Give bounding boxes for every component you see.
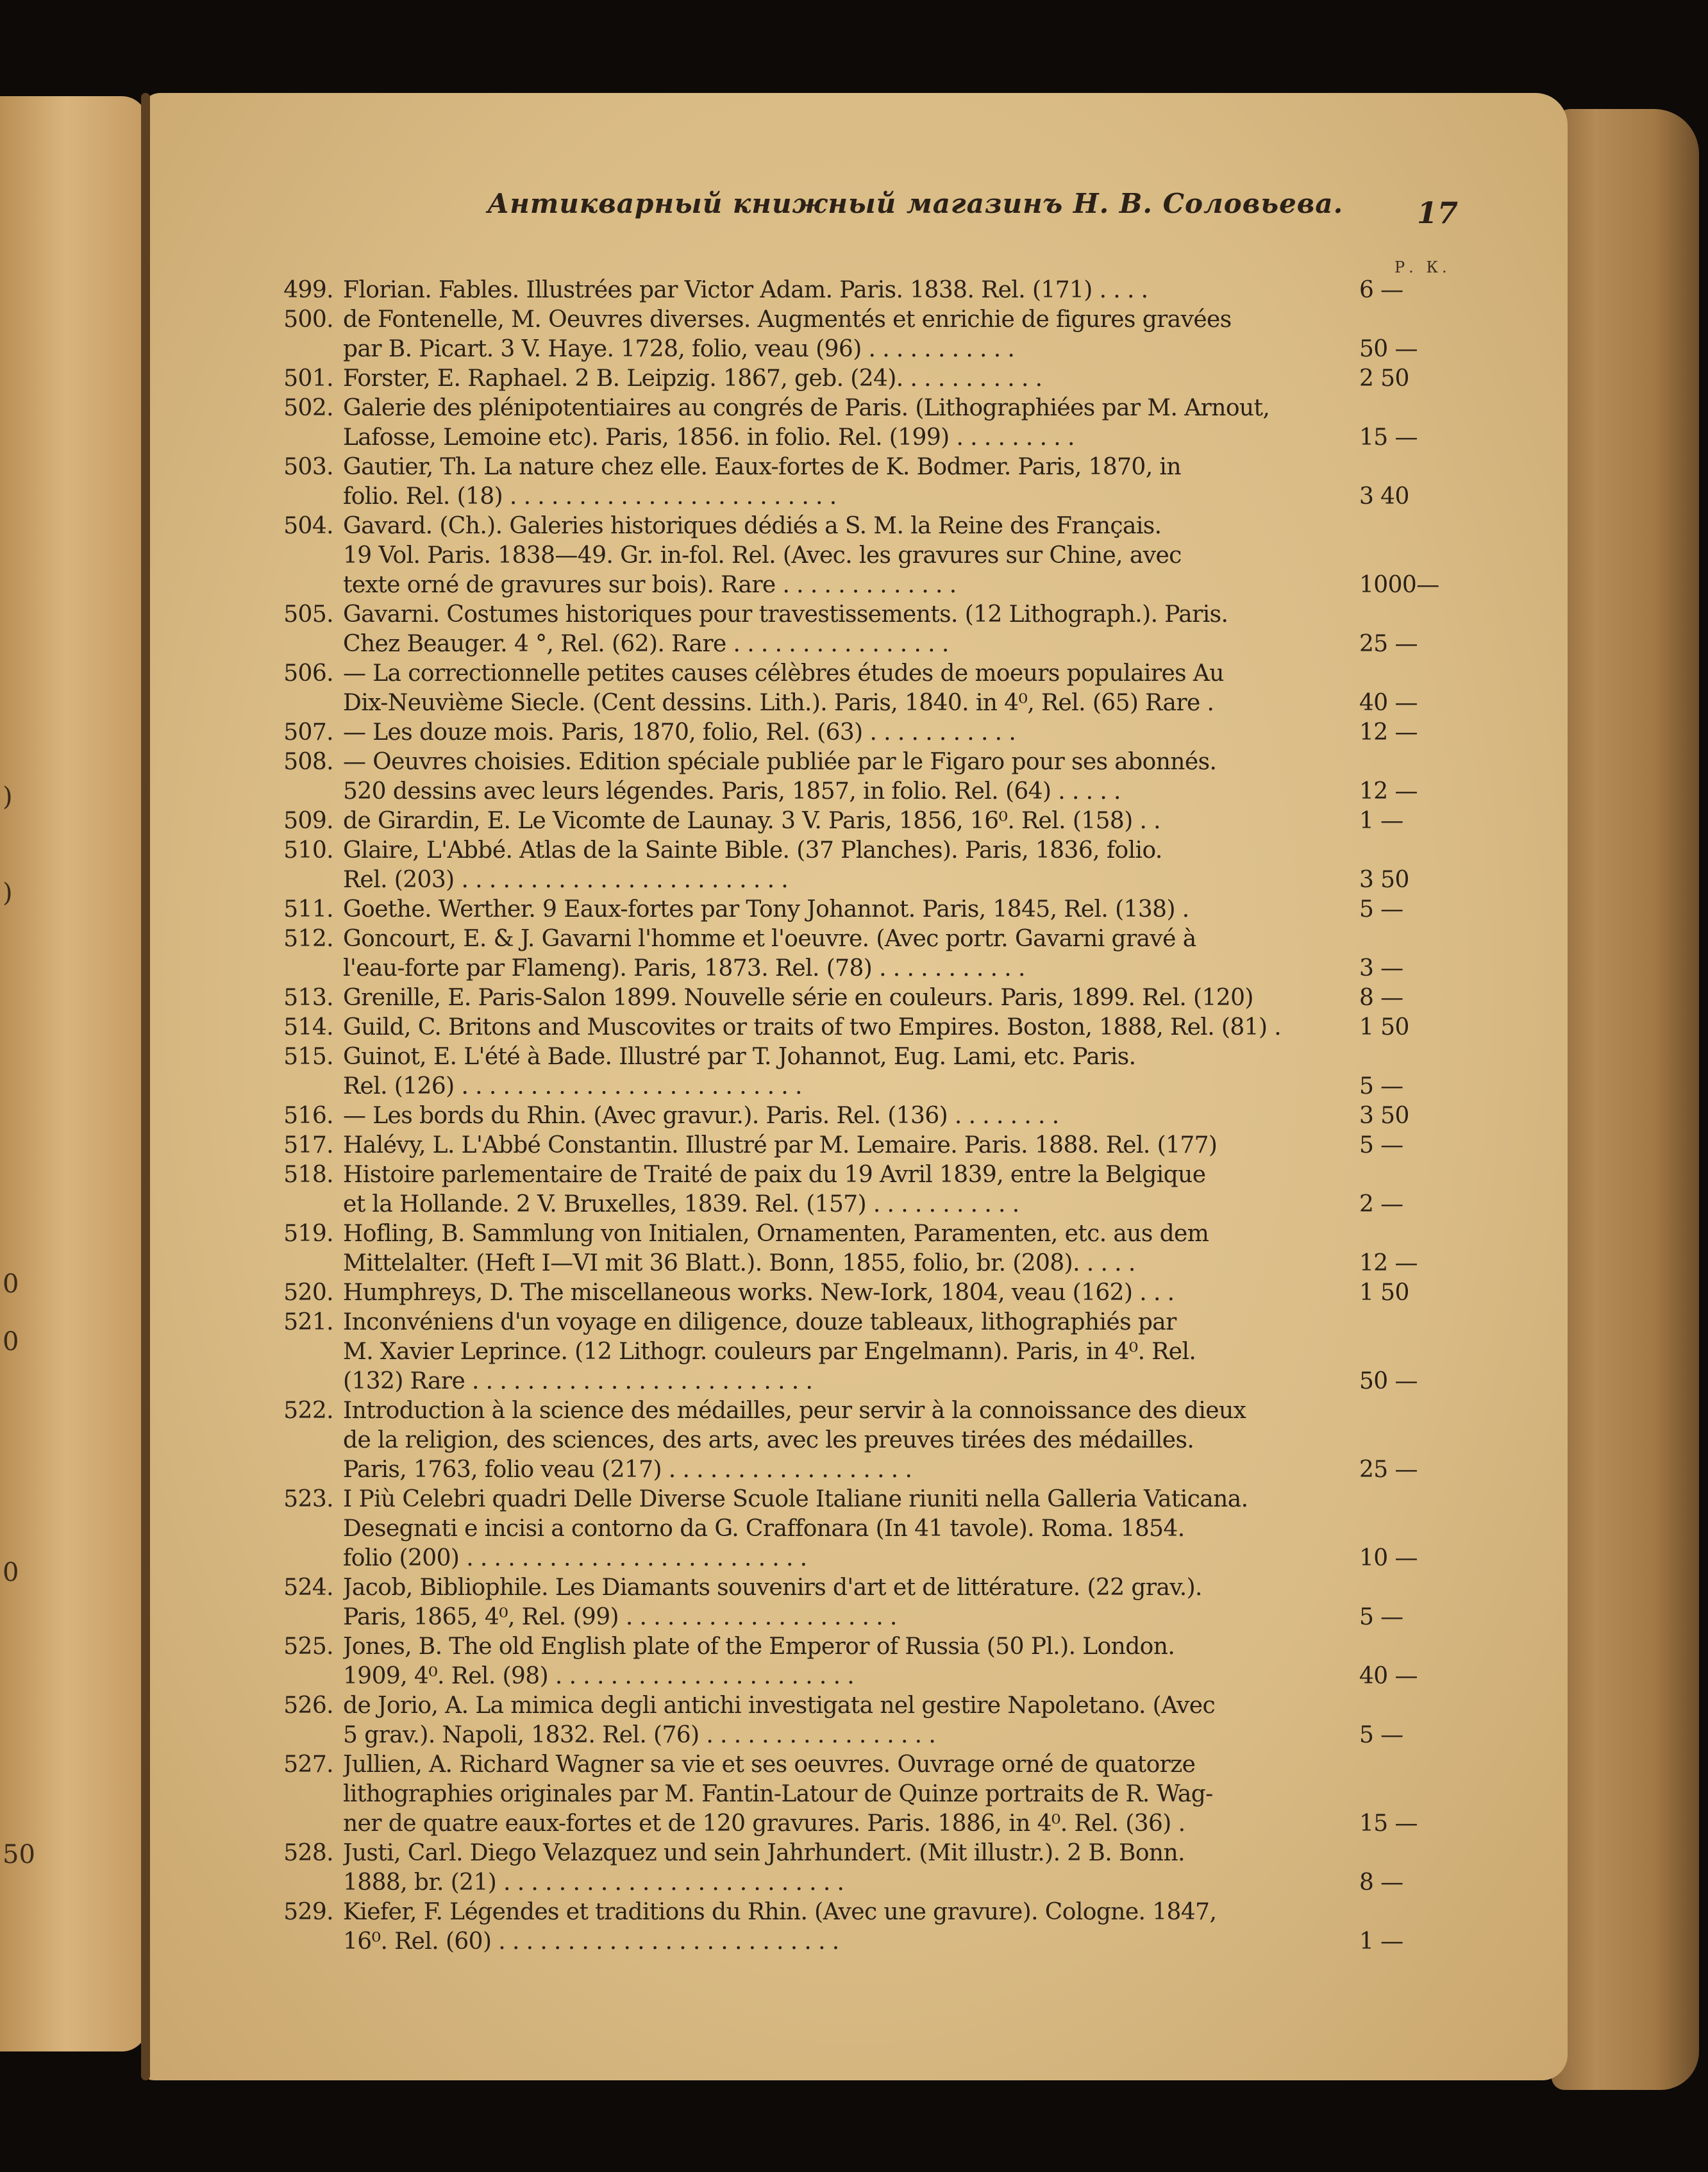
entry-line: Hofling, B. Sammlung von Initialen, Ornamenten, Paramenten, etc. aus dem — [343, 1221, 1209, 1247]
entry-price: 1 — — [1359, 1928, 1403, 1955]
entry-line: Introduction à la science des médailles, peur servir à la connoissance des dieux — [343, 1398, 1246, 1424]
entry-text — [343, 1485, 1497, 1573]
entry-line: — Les douze mois. Paris, 1870, folio, Rel. (63) . . . . . . . . . . . — [343, 719, 1016, 746]
entry-number: 529. — [283, 1899, 333, 1925]
catalogue-entry — [141, 806, 1568, 836]
entry-line: I Più Celebri quadri Delle Diverse Scuole Italiane riuniti nella Galleria Vaticana. — [343, 1486, 1248, 1512]
entry-line: de Jorio, A. La mimica degli antichi investigata nel gestire Napoletano. (Avec — [343, 1692, 1216, 1719]
entry-line: Desegnati e incisi a contorno da G. Craffonara (In 41 tavole). Roma. 1854. — [343, 1516, 1185, 1542]
entry-number: 525. — [283, 1633, 333, 1660]
entry-number: 508. — [283, 749, 333, 775]
entry-line: Mittelalter. (Heft I—VI mit 36 Blatt.). Bonn, 1855, folio, br. (208). . . . . — [343, 1250, 1135, 1276]
catalogue-entry — [141, 924, 1568, 983]
entry-line: Glaire, L'Abbé. Atlas de la Sainte Bible. (37 Planches). Paris, 1836, folio. — [343, 837, 1162, 864]
entry-text — [343, 600, 1497, 659]
entry-line: Rel. (203) . . . . . . . . . . . . . . . . . . . . . . . . — [343, 867, 789, 893]
catalogue-entry — [141, 600, 1568, 659]
entry-line: Paris, 1865, 4⁰, Rel. (99) . . . . . . . . . . . . . . . . . . . . — [343, 1604, 897, 1630]
entry-number: 512. — [283, 926, 333, 952]
left-page-mark: ) — [3, 878, 13, 908]
entry-number: 519. — [283, 1221, 333, 1247]
entry-number: 505. — [283, 601, 333, 628]
entry-text — [343, 836, 1497, 895]
entry-price: 8 — — [1359, 1869, 1403, 1896]
entry-line: Guild, C. Britons and Muscovites or traits of two Empires. Boston, 1888, Rel. (81) . — [343, 1014, 1282, 1040]
entry-number: 500. — [283, 306, 333, 333]
entry-line: Halévy, L. L'Abbé Constantin. Illustré par M. Lemaire. Paris. 1888. Rel. (177) — [343, 1132, 1218, 1158]
entry-line: Paris, 1763, folio veau (217) . . . . . . . . . . . . . . . . . . — [343, 1457, 912, 1483]
entry-text — [343, 1898, 1497, 1957]
entry-number: 521. — [283, 1309, 333, 1335]
entry-text — [343, 1839, 1497, 1898]
book-edge — [1552, 109, 1699, 2090]
entry-text — [343, 1042, 1497, 1101]
entry-price: 1 50 — [1359, 1280, 1409, 1306]
entry-number: 502. — [283, 395, 333, 421]
entry-line: M. Xavier Leprince. (12 Lithogr. couleurs par Engelmann). Paris, in 4⁰. Rel. — [343, 1339, 1196, 1365]
catalogue-entry — [141, 1485, 1568, 1573]
entry-price: 5 — — [1359, 1073, 1403, 1099]
entry-line: Goncourt, E. & J. Gavarni l'homme et l'oeuvre. (Avec portr. Gavarni gravé à — [343, 926, 1196, 952]
entry-text — [343, 1278, 1497, 1308]
entry-number: 515. — [283, 1044, 333, 1070]
entry-line: Gautier, Th. La nature chez elle. Eaux-fortes de K. Bodmer. Paris, 1870, in — [343, 454, 1181, 480]
entry-line: — La correctionnelle petites causes célèbres études de moeurs populaires Au — [343, 660, 1224, 687]
entry-text — [343, 1219, 1497, 1278]
entry-line: — Oeuvres choisies. Edition spéciale publiée par le Figaro pour ses abonnés. — [343, 749, 1217, 775]
entry-line: Gavarni. Costumes historiques pour travestissements. (12 Lithograph.). Paris. — [343, 601, 1228, 628]
entry-text — [343, 394, 1497, 453]
entry-text — [343, 1131, 1497, 1160]
entry-line: Grenille, E. Paris-Salon 1899. Nouvelle série en couleurs. Paris, 1899. Rel. (120) — [343, 985, 1253, 1011]
entry-line: 520 dessins avec leurs légendes. Paris, 1857, in folio. Rel. (64) . . . . . — [343, 778, 1121, 805]
entry-text — [343, 512, 1497, 600]
entry-line: et la Hollande. 2 V. Bruxelles, 1839. Rel. (157) . . . . . . . . . . . — [343, 1191, 1019, 1217]
left-page-mark: 0 — [3, 1269, 19, 1299]
catalogue-entry — [141, 276, 1568, 305]
entry-number: 503. — [283, 454, 333, 480]
entry-price: 40 — — [1359, 690, 1418, 716]
entry-number: 510. — [283, 837, 333, 864]
entry-price: 6 — — [1359, 277, 1403, 303]
entry-text — [343, 1396, 1497, 1485]
entry-line: l'eau-forte par Flameng). Paris, 1873. Rel. (78) . . . . . . . . . . . — [343, 955, 1025, 982]
catalogue-entry — [141, 1308, 1568, 1396]
entry-text — [343, 1632, 1497, 1691]
entry-line: Justi, Carl. Diego Velazquez und sein Jahrhundert. (Mit illustr.). 2 B. Bonn. — [343, 1840, 1185, 1866]
entry-price: 15 — — [1359, 424, 1418, 451]
catalogue-entry — [141, 1278, 1568, 1308]
entry-price: 12 — — [1359, 1250, 1418, 1276]
entry-number: 518. — [283, 1162, 333, 1188]
entry-line: — Les bords du Rhin. (Avec gravur.). Paris. Rel. (136) . . . . . . . . — [343, 1103, 1059, 1129]
entry-line: folio (200) . . . . . . . . . . . . . . . . . . . . . . . . . — [343, 1545, 807, 1571]
entry-price: 12 — — [1359, 719, 1418, 746]
entry-text — [343, 748, 1497, 806]
catalogue-entry — [141, 364, 1568, 394]
entry-text — [343, 1750, 1497, 1839]
entry-price: 15 — — [1359, 1810, 1418, 1837]
entry-price: 2 50 — [1359, 365, 1409, 392]
entry-number: 528. — [283, 1840, 333, 1866]
entry-number: 514. — [283, 1014, 333, 1040]
catalogue-entry — [141, 512, 1568, 600]
catalogue-entry — [141, 1839, 1568, 1898]
catalogue-entry — [141, 1101, 1568, 1131]
entry-price: 25 — — [1359, 1457, 1418, 1483]
entry-line: Humphreys, D. The miscellaneous works. New-Iork, 1804, veau (162) . . . — [343, 1280, 1175, 1306]
entry-number: 507. — [283, 719, 333, 746]
entry-price: 3 50 — [1359, 867, 1409, 893]
left-page-mark: 0 — [3, 1558, 19, 1587]
catalogue-entry — [141, 1750, 1568, 1839]
entry-price: 5 — — [1359, 1722, 1403, 1748]
catalogue-page — [141, 93, 1568, 2080]
entry-text — [343, 806, 1497, 836]
entry-price: 50 — — [1359, 336, 1418, 362]
entry-price: 12 — — [1359, 778, 1418, 805]
catalogue-entry — [141, 718, 1568, 748]
entry-price: 50 — — [1359, 1368, 1418, 1394]
facing-left-page — [0, 96, 147, 2051]
entry-number: 527. — [283, 1751, 333, 1778]
entry-line: Forster, E. Raphael. 2 B. Leipzig. 1867, geb. (24). . . . . . . . . . . — [343, 365, 1042, 392]
price-column-heads: Р. К. — [1394, 258, 1451, 276]
entry-line: lithographies originales par M. Fantin-Latour de Quinze portraits de R. Wag- — [343, 1781, 1213, 1807]
entry-number: 501. — [283, 365, 333, 392]
entry-price: 3 50 — [1359, 1103, 1409, 1129]
entry-price: 5 — — [1359, 1604, 1403, 1630]
entry-line: Florian. Fables. Illustrées par Victor Adam. Paris. 1838. Rel. (171) . . . . — [343, 277, 1148, 303]
entry-line: Jullien, A. Richard Wagner sa vie et ses oeuvres. Ouvrage orné de quatorze — [343, 1751, 1196, 1778]
entry-line: Histoire parlementaire de Traité de paix du 19 Avril 1839, entre la Belgique — [343, 1162, 1206, 1188]
entry-text — [343, 924, 1497, 983]
catalogue-entry — [141, 1573, 1568, 1632]
entry-text — [343, 983, 1497, 1013]
entry-number: 522. — [283, 1398, 333, 1424]
page-header: Антикварный книжный магазинъ Н. В. Соловьева. — [487, 188, 1344, 219]
entry-line: 5 grav.). Napoli, 1832. Rel. (76) . . . . . . . . . . . . . . . . . — [343, 1722, 936, 1748]
catalogue-entry — [141, 983, 1568, 1013]
entry-number: 513. — [283, 985, 333, 1011]
entry-number: 511. — [283, 896, 333, 923]
entry-line: ner de quatre eaux-fortes et de 120 gravures. Paris. 1886, in 4⁰. Rel. (36) . — [343, 1810, 1185, 1837]
entry-price: 3 40 — [1359, 483, 1409, 510]
entry-line: Jones, B. The old English plate of the Emperor of Russia (50 Pl.). London. — [343, 1633, 1175, 1660]
catalogue-entry — [141, 836, 1568, 895]
entry-price: 40 — — [1359, 1663, 1418, 1689]
entry-line: par B. Picart. 3 V. Haye. 1728, folio, veau (96) . . . . . . . . . . . — [343, 336, 1015, 362]
entry-line: Kiefer, F. Légendes et traditions du Rhin. (Avec une gravure). Cologne. 1847, — [343, 1899, 1217, 1925]
page-number: 17 — [1417, 196, 1459, 230]
entry-line: texte orné de gravures sur bois). Rare . . . . . . . . . . . . . — [343, 572, 957, 598]
catalogue-entry — [141, 1219, 1568, 1278]
catalogue-entry — [141, 1632, 1568, 1691]
entry-line: Inconvéniens d'un voyage en diligence, douze tableaux, lithographiés par — [343, 1309, 1176, 1335]
entry-line: Guinot, E. L'été à Bade. Illustré par T. Johannot, Eug. Lami, etc. Paris. — [343, 1044, 1136, 1070]
entry-number: 523. — [283, 1486, 333, 1512]
entry-line: Dix-Neuvième Siecle. (Cent dessins. Lith.). Paris, 1840. in 4⁰, Rel. (65) Rare . — [343, 690, 1214, 716]
catalogue-entry — [141, 1042, 1568, 1101]
catalogue-entry — [141, 453, 1568, 512]
catalogue-entry — [141, 1160, 1568, 1219]
entry-line: Goethe. Werther. 9 Eaux-fortes par Tony Johannot. Paris, 1845, Rel. (138) . — [343, 896, 1189, 923]
entry-text — [343, 276, 1497, 305]
entry-line: Lafosse, Lemoine etc). Paris, 1856. in folio. Rel. (199) . . . . . . . . . — [343, 424, 1075, 451]
entry-price: 8 — — [1359, 985, 1403, 1011]
entry-number: 509. — [283, 808, 333, 834]
entry-text — [343, 364, 1497, 394]
entry-text — [343, 305, 1497, 364]
entry-text — [343, 895, 1497, 924]
catalogue-entry — [141, 1691, 1568, 1750]
left-page-mark: 0 — [3, 1327, 19, 1357]
entry-price: 25 — — [1359, 631, 1418, 657]
catalogue-entry — [141, 1898, 1568, 1957]
entry-line: Rel. (126) . . . . . . . . . . . . . . . . . . . . . . . . . — [343, 1073, 802, 1099]
catalogue-entries — [141, 276, 1568, 1957]
entry-text — [343, 1160, 1497, 1219]
entry-price: 5 — — [1359, 1132, 1403, 1158]
catalogue-entry — [141, 1396, 1568, 1485]
entry-text — [343, 453, 1497, 512]
entry-price: 1 — — [1359, 808, 1403, 834]
entry-price: 2 — — [1359, 1191, 1403, 1217]
entry-price: 1000— — [1359, 572, 1439, 598]
catalogue-entry — [141, 895, 1568, 924]
entry-number: 499. — [283, 277, 333, 303]
catalogue-entry — [141, 305, 1568, 364]
left-page-mark: ) — [3, 782, 13, 812]
entry-text — [343, 1691, 1497, 1750]
entry-number: 520. — [283, 1280, 333, 1306]
entry-price: 3 — — [1359, 955, 1403, 982]
entry-line: 1909, 4⁰. Rel. (98) . . . . . . . . . . . . . . . . . . . . . . — [343, 1663, 855, 1689]
catalogue-entry — [141, 659, 1568, 718]
catalogue-entry — [141, 1013, 1568, 1042]
left-page-mark: 50 — [3, 1840, 35, 1869]
entry-line: 19 Vol. Paris. 1838—49. Gr. in-fol. Rel. (Avec. les gravures sur Chine, avec — [343, 542, 1182, 569]
entry-line: (132) Rare . . . . . . . . . . . . . . . . . . . . . . . . . — [343, 1368, 813, 1394]
entry-line: Gavard. (Ch.). Galeries historiques dédiés a S. M. la Reine des Français. — [343, 513, 1162, 539]
entry-text — [343, 1101, 1497, 1131]
entry-line: Chez Beauger. 4 °, Rel. (62). Rare . . . . . . . . . . . . . . . . — [343, 631, 949, 657]
entry-price: 10 — — [1359, 1545, 1418, 1571]
entry-line: de Fontenelle, M. Oeuvres diverses. Augmentés et enrichie de figures gravées — [343, 306, 1232, 333]
catalogue-entry — [141, 394, 1568, 453]
catalogue-entry — [141, 1131, 1568, 1160]
entry-text — [343, 1573, 1497, 1632]
entry-text — [343, 1013, 1497, 1042]
entry-number: 526. — [283, 1692, 333, 1719]
entry-line: 16⁰. Rel. (60) . . . . . . . . . . . . . . . . . . . . . . . . . — [343, 1928, 839, 1955]
entry-number: 524. — [283, 1575, 333, 1601]
entry-line: de Girardin, E. Le Vicomte de Launay. 3 V. Paris, 1856, 16⁰. Rel. (158) . . — [343, 808, 1161, 834]
entry-line: 1888, br. (21) . . . . . . . . . . . . . . . . . . . . . . . . . — [343, 1869, 844, 1896]
entry-text — [343, 718, 1497, 748]
entry-price: 5 — — [1359, 896, 1403, 923]
entry-number: 506. — [283, 660, 333, 687]
entry-line: de la religion, des sciences, des arts, avec les preuves tirées des médailles. — [343, 1427, 1194, 1453]
entry-line: Jacob, Bibliophile. Les Diamants souvenirs d'art et de littérature. (22 grav.). — [343, 1575, 1202, 1601]
catalogue-entry — [141, 748, 1568, 806]
entry-price: 1 50 — [1359, 1014, 1409, 1040]
entry-number: 516. — [283, 1103, 333, 1129]
entry-line: folio. Rel. (18) . . . . . . . . . . . . . . . . . . . . . . . . — [343, 483, 837, 510]
entry-text — [343, 1308, 1497, 1396]
entry-number: 517. — [283, 1132, 333, 1158]
entry-line: Galerie des plénipotentiaires au congrés de Paris. (Lithographiées par M. Arnout, — [343, 395, 1270, 421]
entry-number: 504. — [283, 513, 333, 539]
entry-text — [343, 659, 1497, 718]
